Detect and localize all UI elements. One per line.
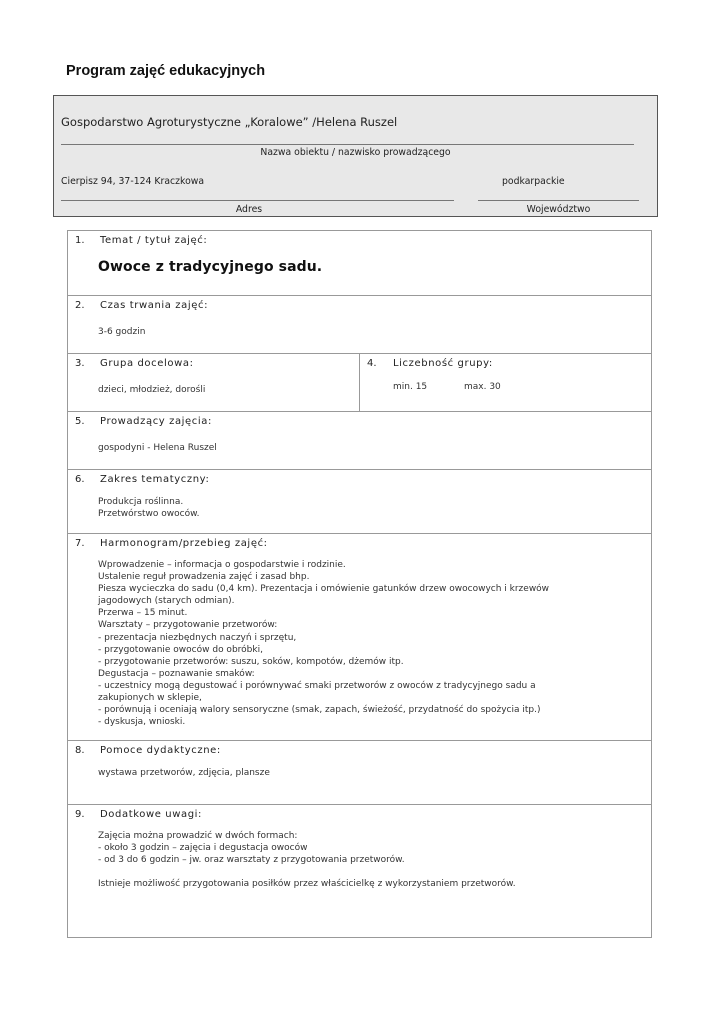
section-label: Pomoce dydaktyczne: bbox=[100, 745, 221, 756]
column-divider bbox=[359, 354, 360, 411]
notes-value: Zajęcia można prowadzić w dwóch formach: - około 3 godzin – zajęcia i degustacja owoców - od 3 do 6 godzin – jw. oraz warsztaty z przygotowania przetworów. Istnieje możliwość przygotowania posiłków przez właścicielkę z wykorzystaniem przetworów. bbox=[98, 831, 516, 890]
section-label: Zakres tematyczny: bbox=[100, 474, 210, 485]
section-label: Harmonogram/przebieg zajęć: bbox=[100, 538, 268, 549]
divider bbox=[478, 200, 639, 201]
section-scope bbox=[68, 470, 651, 534]
region-caption: Województwo bbox=[526, 204, 591, 215]
address: Cierpisz 94, 37-124 Kraczkowa bbox=[61, 176, 205, 187]
section-group bbox=[68, 354, 651, 412]
section-number: 4. bbox=[367, 358, 377, 369]
section-teaching-aids bbox=[68, 741, 651, 805]
teaching-aids-value: wystawa przetworów, zdjęcia, plansze bbox=[98, 768, 270, 778]
section-number: 5. bbox=[75, 416, 85, 427]
section-number: 7. bbox=[75, 538, 85, 549]
target-group-value: dzieci, młodzież, dorośli bbox=[98, 385, 206, 395]
group-size-max: max. 30 bbox=[464, 382, 501, 392]
topic-title: Owoce z tradycyjnego sadu. bbox=[98, 259, 323, 275]
section-number: 3. bbox=[75, 358, 85, 369]
scope-value: Produkcja roślinna. Przetwórstwo owoców. bbox=[98, 497, 200, 520]
section-notes bbox=[68, 805, 651, 937]
divider bbox=[61, 200, 454, 201]
group-size-min: min. 15 bbox=[393, 382, 428, 392]
address-caption: Adres bbox=[235, 204, 263, 215]
section-schedule bbox=[68, 534, 651, 741]
section-topic bbox=[68, 231, 651, 296]
section-label: Temat / tytuł zajęć: bbox=[100, 235, 208, 246]
instructor-value: gospodyni - Helena Ruszel bbox=[98, 443, 217, 453]
section-number: 2. bbox=[75, 300, 85, 311]
section-instructor bbox=[68, 412, 651, 470]
section-duration bbox=[68, 296, 651, 354]
section-label: Dodatkowe uwagi: bbox=[100, 809, 203, 820]
section-label: Liczebność grupy: bbox=[393, 358, 493, 369]
duration-value: 3-6 godzin bbox=[98, 327, 146, 337]
region: podkarpackie bbox=[502, 176, 565, 187]
section-label: Czas trwania zajęć: bbox=[100, 300, 209, 311]
object-name: Gospodarstwo Agroturystyczne „Koralowe” /Helena Ruszel bbox=[61, 115, 398, 129]
section-label: Grupa docelowa: bbox=[100, 358, 194, 369]
section-number: 1. bbox=[75, 235, 85, 246]
divider bbox=[61, 144, 634, 145]
page-title: Program zajęć edukacyjnych bbox=[66, 63, 266, 79]
section-number: 6. bbox=[75, 474, 85, 485]
header-box bbox=[53, 95, 658, 217]
section-number: 8. bbox=[75, 745, 85, 756]
schedule-value: Wprowadzenie – informacja o gospodarstwie i rodzinie. Ustalenie reguł prowadzenia zajęć i zasad bhp. Piesza wycieczka do sadu (0,4 km). Prezentacja i omówienie gatunków drzew owocowych i krzewów jagodowych (starych odmian). Przerwa – 15 minut. Warsztaty – przygotowanie przetworów: - prezentacja niezbędnych naczyń i sprzętu, - przygotowanie owoców do obróbki, - przygotowanie przetworów: suszu, soków, kompotów, dżemów itp. Degustacja – poznawanie smaków: - uczestnicy mogą degustować i porównywać smaki przetworów z owoców z tradycyjnego sadu a zakupionych w sklepie, - porównują i oceniają walory sensoryczne (smak, zapach, świeżość, przydatność do spożycia itp.) - dyskusja, wnioski. bbox=[98, 560, 550, 728]
program-table bbox=[67, 230, 652, 938]
object-caption: Nazwa obiektu / nazwisko prowadzącego bbox=[260, 147, 451, 158]
section-label: Prowadzący zajęcia: bbox=[100, 416, 212, 427]
section-number: 9. bbox=[75, 809, 85, 820]
